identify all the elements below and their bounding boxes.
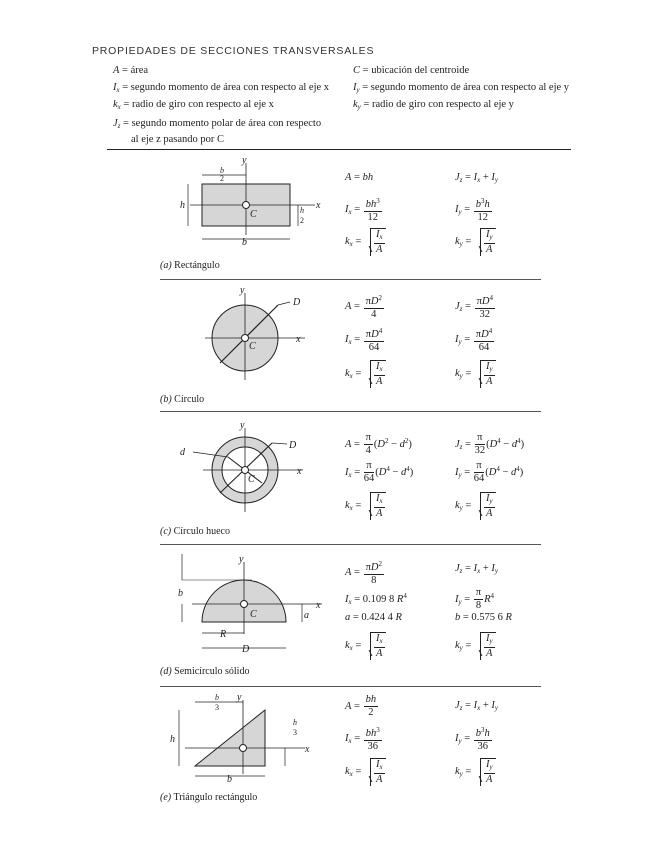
formula-c-area: A = $\frac{\pi}{4}$ $(D^2 - d^2)$ (345, 432, 412, 456)
legend-jz: $J_z$ = segundo momento polar de área con respecto al eje z pasando por C (113, 118, 322, 145)
svg-text:b: b (227, 774, 232, 785)
formula-c-kx: $k_x$ = $\frac{I_x}{A}$ (345, 492, 386, 520)
formula-a-area: A = bh (345, 172, 374, 183)
svg-text:2: 2 (220, 174, 224, 183)
formula-d-a: a = 0.424 4 R (345, 612, 402, 623)
caption-e: (e) Triángulo rectángulo (160, 792, 258, 803)
formula-c-jz: $J_z$ = $\frac{\pi}{32}$ $(D^4 - d^4)$ (455, 432, 525, 456)
legend-area: A = área (113, 65, 149, 76)
semicircle-diagram (172, 552, 332, 662)
formula-e-kx: $k_x$ = $\frac{I_x}{A}$ (345, 758, 386, 786)
svg-text:2: 2 (300, 216, 304, 225)
svg-text:C: C (250, 609, 257, 620)
formula-d-kx: $k_x$ = $\frac{I_x}{A}$ (345, 632, 386, 660)
formula-a-ky: $k_y$ = $\frac{I_y}{A}$ (455, 228, 496, 256)
formula-d-jz: $J_z = I_x + I_y$ (455, 563, 498, 575)
svg-text:d: d (180, 447, 185, 458)
formula-c-ky: $k_y$ = $\frac{I_y}{A}$ (455, 492, 496, 520)
svg-text:C: C (250, 209, 257, 220)
formula-d-ix: $I_x = 0.109$ 8 $R^4$ (345, 592, 407, 606)
formula-e-area: A = $\frac{bh}{2}$ (345, 694, 377, 718)
svg-text:y: y (239, 554, 244, 565)
svg-text:b: b (220, 166, 224, 175)
section-divider (160, 279, 541, 280)
svg-text:h: h (170, 734, 175, 745)
svg-text:x: x (297, 466, 302, 477)
formula-b-kx: $k_x$ = $\frac{I_x}{A}$ (345, 360, 386, 388)
page-header: PROPIEDADES DE SECCIONES TRANSVERSALES (92, 45, 375, 57)
circle-diagram (190, 285, 320, 385)
svg-text:y: y (240, 420, 245, 431)
svg-text:x: x (305, 744, 310, 755)
formula-b-area: A = $\frac{\pi D^2}{4}$ (345, 294, 382, 320)
svg-text:3: 3 (293, 728, 297, 737)
svg-text:D: D (289, 440, 297, 451)
formula-d-b: b = 0.575 6 R (455, 612, 512, 623)
svg-text:h: h (293, 718, 297, 727)
formula-b-ky: $k_y$ = $\frac{I_y}{A}$ (455, 360, 496, 388)
caption-c: (c) Círculo hueco (160, 526, 230, 537)
section-divider (160, 411, 541, 412)
svg-text:b: b (178, 588, 183, 599)
formula-e-ix: $I_x$ = $\frac{bh^3}{36}$ (345, 726, 380, 752)
svg-text:R: R (220, 629, 227, 640)
legend-centroid: C = ubicación del centroide (353, 65, 470, 76)
legend-kx: $k_x$ = radio de giro con respecto al eje x (113, 99, 274, 111)
formula-c-iy: $I_y$ = $\frac{\pi}{64}$ $(D^4 - d^4)$ (455, 460, 524, 484)
formula-a-ix: $I_x$ = $\frac{bh^3}{12}$ (345, 197, 380, 223)
hollow-circle-diagram (175, 420, 325, 520)
svg-text:y: y (240, 285, 245, 296)
right-triangle-diagram (165, 692, 325, 792)
formula-d-ky: $k_y$ = $\frac{I_y}{A}$ (455, 632, 496, 660)
svg-text:C: C (248, 474, 255, 485)
formula-e-ky: $k_y$ = $\frac{I_y}{A}$ (455, 758, 496, 786)
svg-text:C: C (249, 341, 256, 352)
section-divider (160, 686, 541, 687)
svg-text:x: x (296, 334, 301, 345)
svg-text:x: x (316, 600, 321, 611)
legend-iy: $I_y$ = segundo momento de área con respecto al eje y (353, 82, 570, 94)
svg-text:h: h (300, 206, 304, 215)
legend-ky: $k_y$ = radio de giro con respecto al eje y (353, 99, 514, 111)
formula-a-iy: $I_y$ = $\frac{b^3h}{12}$ (455, 197, 490, 223)
svg-text:b: b (242, 237, 247, 248)
formula-d-iy: $I_y$ = $\frac{\pi}{8}$ $R^4$ (455, 587, 495, 611)
svg-text:x: x (316, 200, 321, 211)
svg-text:y: y (242, 155, 247, 166)
svg-text:h: h (180, 200, 185, 211)
svg-text:b: b (215, 693, 219, 702)
formula-a-kx: $k_x$ = $\frac{I_x}{A}$ (345, 228, 386, 256)
formula-b-jz: $J_z$ = $\frac{\pi D^4}{32}$ (455, 294, 493, 320)
formula-a-jz: $J_z = I_x + I_y$ (455, 172, 498, 184)
svg-text:a: a (304, 610, 309, 621)
formula-b-ix: $I_x$ = $\frac{\pi D^4}{64}$ (345, 327, 383, 353)
formula-c-ix: $I_x$ = $\frac{\pi}{64}$ $(D^4 - d^4)$ (345, 460, 414, 484)
rectangle-diagram (170, 155, 340, 265)
caption-a: (a) Rectángulo (160, 260, 220, 271)
formula-d-area: A = $\frac{\pi D^2}{8}$ (345, 560, 382, 586)
svg-text:D: D (242, 644, 250, 655)
header-rule (107, 149, 571, 150)
formula-e-iy: $I_y$ = $\frac{b^3h}{36}$ (455, 726, 490, 752)
section-divider (160, 544, 541, 545)
legend-ix: $I_x$ = segundo momento de área con respecto al eje x (113, 82, 330, 94)
caption-b: (b) Círculo (160, 394, 205, 405)
svg-text:D: D (293, 297, 301, 308)
formula-b-iy: $I_y$ = $\frac{\pi D^4}{64}$ (455, 327, 493, 353)
caption-d: (d) Semicírculo sólido (160, 666, 250, 677)
svg-text:3: 3 (215, 703, 219, 712)
formula-e-jz: $J_z = I_x + I_y$ (455, 700, 498, 712)
svg-text:y: y (237, 692, 242, 703)
